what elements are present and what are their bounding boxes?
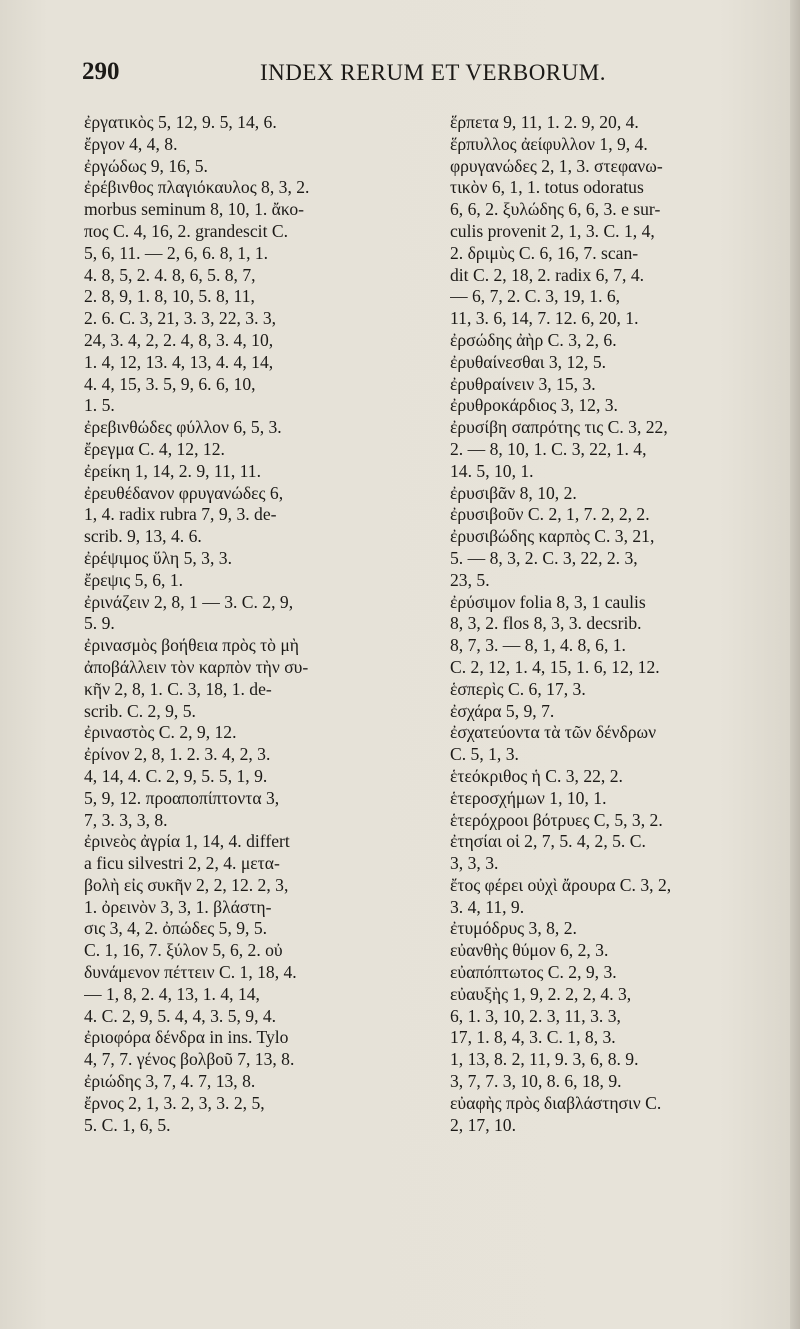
index-line: 7, 3. 3, 3, 8.	[84, 809, 168, 830]
index-line: 8, 7, 3. — 8, 1, 4. 8, 6, 1.	[450, 635, 626, 656]
index-line: 2. δριμὺς C. 6, 16, 7. scan-	[450, 242, 639, 263]
index-line: 5. — 8, 3, 2. C. 3, 22, 2. 3,	[450, 547, 638, 568]
index-line: ἕρπυλλος ἀείφυλλον 1, 9, 4.	[450, 133, 648, 154]
index-line: 8, 3, 2. flos 8, 3, 3. decsrib.	[450, 613, 642, 634]
index-line: 4, 14, 4. C. 2, 9, 5. 5, 1, 9.	[84, 765, 268, 786]
index-line: 6, 1. 3, 10, 2. 3, 11, 3. 3,	[450, 1005, 621, 1026]
index-line: ἐρείκη 1, 14, 2. 9, 11, 11.	[84, 460, 262, 481]
index-line: 2, 17, 10.	[450, 1114, 516, 1135]
index-line: ἐριώδης 3, 7, 4. 7, 13, 8.	[84, 1071, 256, 1092]
index-line: ἐρίνον 2, 8, 1. 2. 3. 4, 2, 3.	[84, 744, 271, 765]
running-title: INDEX RERUM ET VERBORUM.	[260, 60, 606, 85]
index-line: 4. 4, 15, 3. 5, 9, 6. 6, 10,	[84, 373, 256, 394]
index-line: — 1, 8, 2. 4, 13, 1. 4, 14,	[84, 983, 260, 1004]
index-line: ἑτεροσχήμων 1, 10, 1.	[450, 787, 607, 808]
index-line: ἔρεψις 5, 6, 1.	[84, 569, 184, 590]
index-line: ἐρυθραίνειν 3, 15, 3.	[450, 373, 596, 394]
index-line: εὐανθὴς θύμον 6, 2, 3.	[450, 940, 609, 961]
index-line: ἐργατικὸς 5, 12, 9. 5, 14, 6.	[84, 112, 277, 132]
index-line: ἐρσώδης ἀὴρ C. 3, 2, 6.	[450, 329, 617, 350]
index-line: κῆν 2, 8, 1. C. 3, 18, 1. de-	[84, 678, 272, 699]
index-line: scrib. C. 2, 9, 5.	[84, 700, 196, 721]
index-line: ἐσχατεύοντα τὰ τῶν δένδρων	[450, 722, 657, 743]
index-column-right	[450, 112, 798, 1136]
index-line: ἐτησίαι οἱ 2, 7, 5. 4, 2, 5. C.	[450, 831, 646, 852]
index-line: 4. 8, 5, 2. 4. 8, 6, 5. 8, 7,	[84, 264, 256, 285]
index-line: 2. 8, 9, 1. 8, 10, 5. 8, 11,	[84, 286, 255, 307]
index-line: a ficu silvestri 2, 2, 4. μετα-	[84, 853, 280, 874]
index-line: ἐρυθαίνεσθαι 3, 12, 5.	[450, 351, 607, 372]
index-line: 5, 6, 11. — 2, 6, 6. 8, 1, 1.	[84, 242, 269, 263]
index-line: ἐρεβινθώδες φύλλον 6, 5, 3.	[84, 417, 282, 438]
index-line: πος C. 4, 16, 2. grandescit C.	[84, 220, 288, 241]
index-line: ἑτερόχροοι βότρυες C, 5, 3, 2.	[450, 809, 663, 830]
index-line: εὐαυξὴς 1, 9, 2. 2, 2, 4. 3,	[450, 983, 632, 1004]
index-line: σις 3, 4, 2. ὀπώδες 5, 9, 5.	[84, 918, 268, 939]
index-line: 17, 1. 8, 4, 3. C. 1, 8, 3.	[450, 1027, 616, 1048]
index-line: 5. 9.	[84, 613, 115, 634]
index-line: 23, 5.	[450, 569, 490, 590]
index-line: — 6, 7, 2. C. 3, 19, 1. 6,	[450, 286, 621, 307]
index-column-left	[84, 112, 432, 1136]
index-line: ἐτυμόδρυς 3, 8, 2.	[450, 918, 577, 939]
index-line: ἐρυθροκάρδιος 3, 12, 3.	[450, 395, 618, 416]
index-line: 3, 3, 3.	[450, 853, 499, 874]
index-line: ἔτος φέρει οὐχὶ ἄρουρα C. 3, 2,	[450, 874, 672, 895]
index-line: ἕρπετα 9, 11, 1. 2. 9, 20, 4.	[450, 112, 639, 132]
index-line: C. 5, 1, 3.	[450, 744, 519, 765]
page-number: 290	[82, 58, 120, 85]
index-line: ἐρυσίβη σαπρότης τις C. 3, 22,	[450, 417, 668, 438]
index-line: ἐρευθέδανον φρυγανώδες 6,	[84, 482, 284, 503]
index-line: φρυγανώδες 2, 1, 3. στεφανω-	[450, 155, 663, 176]
index-line: ἐρινεὸς ἀγρία 1, 14, 4. differt	[84, 831, 290, 852]
index-line: 1. 4, 12, 13. 4, 13, 4. 4, 14,	[84, 351, 274, 372]
index-line: ἐρέψιμος ὕλη 5, 3, 3.	[84, 547, 232, 568]
index-line: ἐργώδως 9, 16, 5.	[84, 155, 208, 176]
index-line: τικὸν 6, 1, 1. totus odoratus	[450, 177, 644, 198]
index-line: ἐρινάζειν 2, 8, 1 — 3. C. 2, 9,	[84, 591, 294, 612]
index-line: 6, 6, 2. ξυλώδης 6, 6, 3. e sur-	[450, 199, 661, 220]
index-line: 14. 5, 10, 1.	[450, 460, 534, 481]
index-line: ἔρνος 2, 1, 3. 2, 3, 3. 2, 5,	[84, 1092, 265, 1113]
index-line: 1. 5.	[84, 395, 115, 416]
index-line: δυνάμενον πέττειν C. 1, 18, 4.	[84, 962, 297, 983]
index-line: 5. C. 1, 6, 5.	[84, 1114, 171, 1135]
index-line: εὐαφὴς πρὸς διαβλάστησιν C.	[450, 1092, 662, 1113]
index-line: morbus seminum 8, 10, 1. ἄκο-	[84, 199, 305, 220]
page-header	[82, 58, 762, 98]
index-line: ἔρεγμα C. 4, 12, 12.	[84, 438, 225, 459]
index-line: 5, 9, 12. προαποπίπτοντα 3,	[84, 787, 280, 808]
index-line: ἐρέβινθος πλαγιόκαυλος 8, 3, 2.	[84, 177, 310, 198]
index-line: scrib. 9, 13, 4. 6.	[84, 526, 202, 547]
index-line: ἐριοφόρα δένδρα in ins. Tylo	[84, 1027, 289, 1048]
index-line: ἐριναστὸς C. 2, 9, 12.	[84, 722, 237, 743]
index-line: ἐρυσιβώδης καρπὸς C. 3, 21,	[450, 526, 655, 547]
index-line: 1. ὀρεινὸν 3, 3, 1. βλάστη-	[84, 896, 272, 917]
index-line: βολὴ εἰς συκῆν 2, 2, 12. 2, 3,	[84, 874, 289, 895]
page-gutter	[790, 0, 800, 1329]
index-line: 2. — 8, 10, 1. C. 3, 22, 1. 4,	[450, 438, 647, 459]
index-line: 11, 3. 6, 14, 7. 12. 6, 20, 1.	[450, 308, 639, 329]
index-line: ἀποβάλλειν τὸν καρπὸν τὴν συ-	[84, 656, 309, 677]
index-line: ἐρυσιβᾶν 8, 10, 2.	[450, 482, 577, 503]
index-line: ἐσχάρα 5, 9, 7.	[450, 700, 555, 721]
index-line: ἔργον 4, 4, 8.	[84, 133, 178, 154]
index-line: 24, 3. 4, 2, 2. 4, 8, 3. 4, 10,	[84, 329, 274, 350]
index-line: 4, 7, 7. γένος βολβοῦ 7, 13, 8.	[84, 1049, 295, 1070]
index-line: ἐρύσιμον folia 8, 3, 1 caulis	[450, 591, 646, 612]
index-line: 1, 4. radix rubra 7, 9, 3. de-	[84, 504, 277, 525]
index-line: C. 1, 16, 7. ξύλον 5, 6, 2. οὐ	[84, 940, 283, 961]
index-line: 4. C. 2, 9, 5. 4, 4, 3. 5, 9, 4.	[84, 1005, 277, 1026]
index-line: C. 2, 12, 1. 4, 15, 1. 6, 12, 12.	[450, 656, 660, 677]
index-line: 3, 7, 7. 3, 10, 8. 6, 18, 9.	[450, 1071, 622, 1092]
index-line: ἑτεόκριθος ἡ C. 3, 22, 2.	[450, 765, 623, 786]
index-line: ἐρινασμὸς βοήθεια πρὸς τὸ μὴ	[84, 635, 299, 656]
index-line: 1, 13, 8. 2, 11, 9. 3, 6, 8. 9.	[450, 1049, 639, 1070]
index-line: dit C. 2, 18, 2. radix 6, 7, 4.	[450, 264, 645, 285]
index-line: 3. 4, 11, 9.	[450, 896, 525, 917]
index-line: εὐαπόπτωτος C. 2, 9, 3.	[450, 962, 617, 983]
index-line: ἑσπερὶς C. 6, 17, 3.	[450, 678, 586, 699]
index-line: ἐρυσιβοῦν C. 2, 1, 7. 2, 2, 2.	[450, 504, 650, 525]
index-line: 2. 6. C. 3, 21, 3. 3, 22, 3. 3,	[84, 308, 277, 329]
index-line: culis provenit 2, 1, 3. C. 1, 4,	[450, 220, 655, 241]
